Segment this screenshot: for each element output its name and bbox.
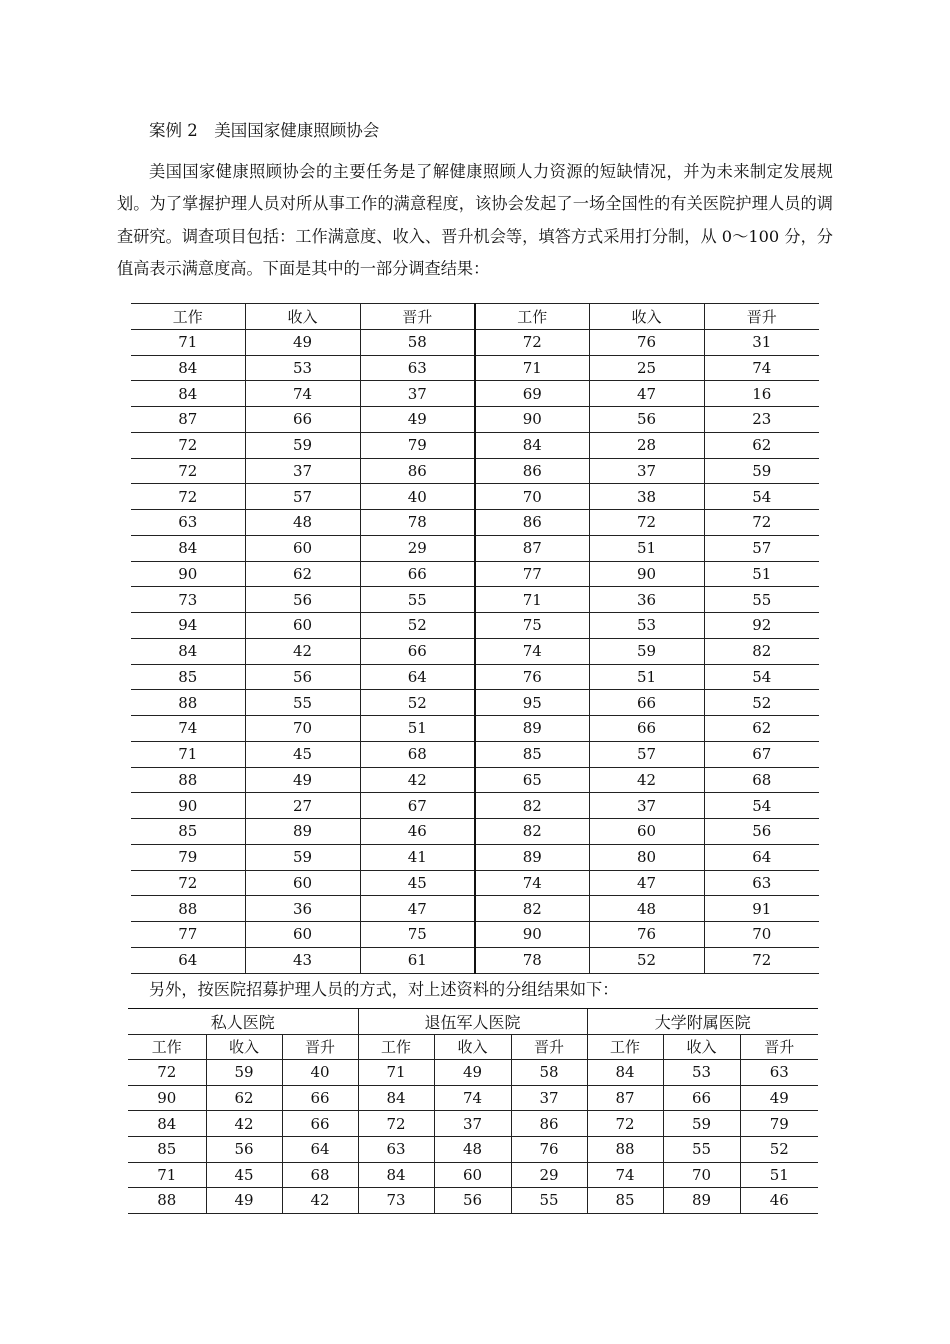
table-cell: 72 [358, 1111, 434, 1137]
table-cell: 46 [360, 819, 475, 845]
table-cell: 90 [589, 561, 704, 587]
table-cell: 66 [589, 716, 704, 742]
table-cell: 46 [740, 1188, 818, 1214]
table-cell: 68 [360, 741, 475, 767]
table-cell: 59 [206, 1060, 282, 1086]
table-cell: 49 [245, 767, 360, 793]
table-row [131, 613, 819, 639]
table-cell: 63 [360, 355, 475, 381]
table-cell: 76 [589, 329, 704, 355]
group-header: 大学附属医院 [587, 1009, 818, 1035]
table-cell: 48 [434, 1136, 511, 1162]
intro-paragraph: 美国国家健康照顾协会的主要任务是了解健康照顾人力资源的短缺情况，并为未来制定发展规划。为了掌握护理人员对所从事工作的满意程度，该协会发起了一场全国性的有关医院护理人员的调查研究。调查项目包括：工作满意度、收入、晋升机会等，填答方式采用打分制，从 0～100 分，分值高表示满意度高。下面是其中的一部分调查结果： [117, 162, 833, 278]
table-row [131, 561, 819, 587]
table-cell: 71 [131, 741, 245, 767]
table-cell: 52 [360, 613, 475, 639]
case-title: 案例 2 美国国家健康照顾协会 [149, 121, 380, 140]
table-cell: 66 [245, 407, 360, 433]
table-cell: 68 [282, 1162, 358, 1188]
table-cell: 87 [587, 1085, 663, 1111]
table-row [131, 741, 819, 767]
table-cell: 49 [206, 1188, 282, 1214]
table-cell: 77 [475, 561, 589, 587]
table-cell: 64 [282, 1136, 358, 1162]
table-row [131, 458, 819, 484]
column-header: 收入 [434, 1034, 511, 1060]
table-cell: 71 [475, 587, 589, 613]
table-cell: 58 [360, 329, 475, 355]
table-cell: 40 [360, 484, 475, 510]
table-cell: 59 [704, 458, 819, 484]
table-cell: 59 [589, 638, 704, 664]
table-cell: 89 [245, 819, 360, 845]
table-cell: 45 [245, 741, 360, 767]
table-cell: 25 [589, 355, 704, 381]
table-cell: 82 [475, 793, 589, 819]
table-cell: 78 [360, 510, 475, 536]
table-cell: 72 [131, 432, 245, 458]
table-cell: 79 [131, 844, 245, 870]
column-header: 晋升 [360, 304, 475, 330]
table-cell: 72 [128, 1060, 206, 1086]
table-cell: 85 [128, 1136, 206, 1162]
table-cell: 45 [360, 870, 475, 896]
table-cell: 29 [360, 535, 475, 561]
table-cell: 31 [704, 329, 819, 355]
table-cell: 51 [740, 1162, 818, 1188]
table-cell: 82 [704, 638, 819, 664]
table-cell: 72 [475, 329, 589, 355]
table-cell: 74 [131, 716, 245, 742]
table-cell: 86 [475, 510, 589, 536]
table-cell: 69 [475, 381, 589, 407]
table-cell: 87 [131, 407, 245, 433]
table-row [131, 690, 819, 716]
table-cell: 74 [704, 355, 819, 381]
table-cell: 59 [245, 844, 360, 870]
table-cell: 71 [128, 1162, 206, 1188]
group-header: 私人医院 [128, 1009, 358, 1035]
table-cell: 42 [360, 767, 475, 793]
table-row [131, 587, 819, 613]
table-cell: 84 [131, 355, 245, 381]
group-header: 退伍军人医院 [358, 1009, 587, 1035]
table-cell: 85 [475, 741, 589, 767]
table-cell: 72 [589, 510, 704, 536]
table-cell: 79 [740, 1111, 818, 1137]
table-row [131, 381, 819, 407]
table-cell: 36 [589, 587, 704, 613]
table-row [128, 1111, 818, 1137]
table-cell: 47 [360, 896, 475, 922]
table-cell: 73 [131, 587, 245, 613]
table-cell: 47 [589, 870, 704, 896]
table-cell: 90 [475, 922, 589, 948]
table-cell: 72 [587, 1111, 663, 1137]
grouping-note: 另外，按医院招募护理人员的方式，对上述资料的分组结果如下： [149, 980, 619, 999]
column-header: 工作 [587, 1034, 663, 1060]
table-cell: 60 [589, 819, 704, 845]
table-cell: 57 [704, 535, 819, 561]
table-cell: 68 [704, 767, 819, 793]
table-cell: 53 [663, 1060, 740, 1086]
table-row [131, 896, 819, 922]
column-header: 晋升 [282, 1034, 358, 1060]
table-cell: 66 [282, 1111, 358, 1137]
table-cell: 49 [740, 1085, 818, 1111]
table-cell: 64 [131, 947, 245, 973]
table-cell: 87 [475, 535, 589, 561]
table-cell: 64 [704, 844, 819, 870]
column-header: 工作 [475, 304, 589, 330]
table-cell: 74 [475, 638, 589, 664]
column-header: 收入 [206, 1034, 282, 1060]
table-cell: 60 [434, 1162, 511, 1188]
table-row [128, 1085, 818, 1111]
table-cell: 72 [704, 510, 819, 536]
table-cell: 47 [589, 381, 704, 407]
table-cell: 72 [131, 484, 245, 510]
table-row [128, 1136, 818, 1162]
table-cell: 58 [511, 1060, 587, 1086]
table-row [128, 1162, 818, 1188]
table-cell: 49 [245, 329, 360, 355]
table-cell: 51 [589, 535, 704, 561]
table-cell: 72 [704, 947, 819, 973]
column-header: 收入 [663, 1034, 740, 1060]
table-cell: 60 [245, 535, 360, 561]
column-header: 工作 [358, 1034, 434, 1060]
table-cell: 37 [434, 1111, 511, 1137]
table-cell: 42 [206, 1111, 282, 1137]
column-header: 收入 [245, 304, 360, 330]
table-cell: 74 [434, 1085, 511, 1111]
table-cell: 62 [704, 432, 819, 458]
table-cell: 74 [245, 381, 360, 407]
table-row [131, 638, 819, 664]
table-cell: 62 [704, 716, 819, 742]
table-cell: 49 [360, 407, 475, 433]
table-cell: 88 [587, 1136, 663, 1162]
table-cell: 70 [704, 922, 819, 948]
table-cell: 56 [245, 664, 360, 690]
table-cell: 84 [587, 1060, 663, 1086]
table-row [131, 355, 819, 381]
table-cell: 85 [131, 664, 245, 690]
table-cell: 37 [589, 793, 704, 819]
table-cell: 89 [475, 844, 589, 870]
column-header: 收入 [589, 304, 704, 330]
table-cell: 90 [131, 793, 245, 819]
table-cell: 75 [475, 613, 589, 639]
table-cell: 75 [360, 922, 475, 948]
table-cell: 89 [475, 716, 589, 742]
table-cell: 71 [131, 329, 245, 355]
table-cell: 85 [131, 819, 245, 845]
table-header-row [131, 304, 819, 330]
table-cell: 48 [245, 510, 360, 536]
table-cell: 84 [131, 638, 245, 664]
table-row [131, 819, 819, 845]
table-row [128, 1060, 818, 1086]
table-cell: 56 [245, 587, 360, 613]
table-cell: 88 [131, 690, 245, 716]
table-cell: 56 [704, 819, 819, 845]
table-cell: 40 [282, 1060, 358, 1086]
table-cell: 90 [128, 1085, 206, 1111]
table-cell: 63 [358, 1136, 434, 1162]
table-cell: 84 [128, 1111, 206, 1137]
table-cell: 55 [511, 1188, 587, 1214]
table-cell: 74 [587, 1162, 663, 1188]
table-cell: 63 [131, 510, 245, 536]
table-cell: 91 [704, 896, 819, 922]
table-cell: 38 [589, 484, 704, 510]
table-cell: 86 [360, 458, 475, 484]
table-cell: 54 [704, 664, 819, 690]
table-cell: 86 [475, 458, 589, 484]
table-cell: 52 [740, 1136, 818, 1162]
table-cell: 45 [206, 1162, 282, 1188]
table-cell: 94 [131, 613, 245, 639]
table-cell: 88 [131, 767, 245, 793]
table-cell: 84 [131, 535, 245, 561]
table-cell: 56 [206, 1136, 282, 1162]
table-cell: 74 [475, 870, 589, 896]
column-header: 工作 [131, 304, 245, 330]
table-cell: 76 [475, 664, 589, 690]
table-cell: 66 [589, 690, 704, 716]
table-cell: 28 [589, 432, 704, 458]
table-cell: 62 [245, 561, 360, 587]
table-cell: 55 [360, 587, 475, 613]
table-cell: 66 [360, 561, 475, 587]
table-cell: 53 [245, 355, 360, 381]
table-cell: 61 [360, 947, 475, 973]
table-cell: 84 [131, 381, 245, 407]
table-cell: 82 [475, 896, 589, 922]
table-cell: 67 [360, 793, 475, 819]
table-cell: 57 [589, 741, 704, 767]
column-header: 晋升 [704, 304, 819, 330]
table-cell: 36 [245, 896, 360, 922]
table-cell: 42 [282, 1188, 358, 1214]
table-cell: 37 [360, 381, 475, 407]
table-cell: 55 [704, 587, 819, 613]
table-row [131, 432, 819, 458]
table-cell: 29 [511, 1162, 587, 1188]
table-cell: 56 [589, 407, 704, 433]
table-cell: 23 [704, 407, 819, 433]
table-cell: 52 [704, 690, 819, 716]
table-cell: 60 [245, 613, 360, 639]
table-cell: 88 [128, 1188, 206, 1214]
table-cell: 62 [206, 1085, 282, 1111]
table-cell: 66 [663, 1085, 740, 1111]
table-cell: 64 [360, 664, 475, 690]
table-cell: 60 [245, 922, 360, 948]
table-cell: 80 [589, 844, 704, 870]
table-cell: 95 [475, 690, 589, 716]
table-row [131, 947, 819, 973]
table-row [131, 664, 819, 690]
table-cell: 76 [511, 1136, 587, 1162]
table-cell: 51 [589, 664, 704, 690]
table-cell: 55 [245, 690, 360, 716]
table-row [131, 793, 819, 819]
table-cell: 79 [360, 432, 475, 458]
table-cell: 67 [704, 741, 819, 767]
table-cell: 73 [358, 1188, 434, 1214]
table-cell: 76 [589, 922, 704, 948]
table-cell: 70 [663, 1162, 740, 1188]
table-row [131, 922, 819, 948]
table-cell: 84 [358, 1162, 434, 1188]
table-cell: 55 [663, 1136, 740, 1162]
table-row [131, 870, 819, 896]
table-cell: 77 [131, 922, 245, 948]
table-cell: 71 [358, 1060, 434, 1086]
table-cell: 41 [360, 844, 475, 870]
table-cell: 53 [589, 613, 704, 639]
table-cell: 43 [245, 947, 360, 973]
table-cell: 60 [245, 870, 360, 896]
table-cell: 37 [245, 458, 360, 484]
table-row [131, 510, 819, 536]
table-cell: 82 [475, 819, 589, 845]
column-header: 工作 [128, 1034, 206, 1060]
table-cell: 71 [475, 355, 589, 381]
table-cell: 86 [511, 1111, 587, 1137]
table-cell: 37 [511, 1085, 587, 1111]
table-cell: 57 [245, 484, 360, 510]
column-header: 晋升 [511, 1034, 587, 1060]
table-cell: 70 [475, 484, 589, 510]
table-cell: 92 [704, 613, 819, 639]
table-cell: 51 [704, 561, 819, 587]
table-cell: 56 [434, 1188, 511, 1214]
table-cell: 66 [360, 638, 475, 664]
table-cell: 78 [475, 947, 589, 973]
table-cell: 72 [131, 458, 245, 484]
table-cell: 42 [245, 638, 360, 664]
table-cell: 42 [589, 767, 704, 793]
hospital-group-table [128, 1008, 818, 1214]
table-cell: 51 [360, 716, 475, 742]
table-cell: 59 [663, 1111, 740, 1137]
table-cell: 27 [245, 793, 360, 819]
table-cell: 37 [589, 458, 704, 484]
table-cell: 90 [475, 407, 589, 433]
table-cell: 16 [704, 381, 819, 407]
table-row [131, 535, 819, 561]
table-cell: 54 [704, 484, 819, 510]
table-row [131, 407, 819, 433]
table-row [131, 767, 819, 793]
survey-results-table [131, 303, 819, 974]
table-cell: 72 [131, 870, 245, 896]
table-cell: 49 [434, 1060, 511, 1086]
table-cell: 70 [245, 716, 360, 742]
table-cell: 84 [475, 432, 589, 458]
table-cell: 59 [245, 432, 360, 458]
table-cell: 66 [282, 1085, 358, 1111]
table-row [131, 716, 819, 742]
table-cell: 52 [360, 690, 475, 716]
column-header: 晋升 [740, 1034, 818, 1060]
table-cell: 63 [740, 1060, 818, 1086]
table-cell: 90 [131, 561, 245, 587]
group-header-row [128, 1009, 818, 1035]
table-cell: 84 [358, 1085, 434, 1111]
table-cell: 89 [663, 1188, 740, 1214]
table-cell: 48 [589, 896, 704, 922]
table-row [131, 484, 819, 510]
table-cell: 88 [131, 896, 245, 922]
table-row [128, 1188, 818, 1214]
table-row [131, 844, 819, 870]
subheader-row [128, 1034, 818, 1060]
table-cell: 54 [704, 793, 819, 819]
table-row [131, 329, 819, 355]
table-cell: 52 [589, 947, 704, 973]
table-cell: 63 [704, 870, 819, 896]
table-cell: 65 [475, 767, 589, 793]
table-cell: 85 [587, 1188, 663, 1214]
